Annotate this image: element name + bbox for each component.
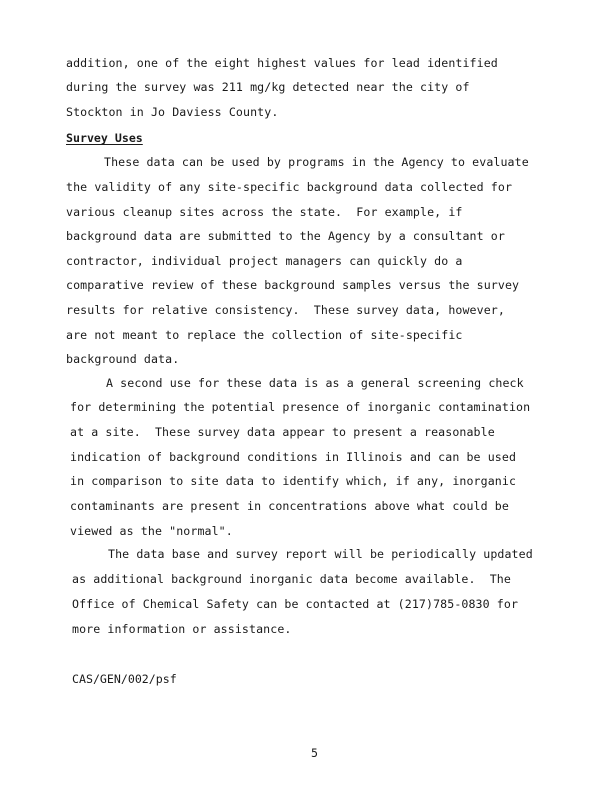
paragraph-1-line-2: the validity of any site-specific background data collected for xyxy=(66,180,513,194)
paragraph-1-line-7: results for relative consistency. These survey data, however, xyxy=(66,303,505,317)
paragraph-1-line-5: contractor, individual project managers can quickly do a xyxy=(66,254,463,268)
section-heading-survey-uses: Survey Uses xyxy=(66,131,143,145)
paragraph-1-line-1: These data can be used by programs in the Agency to evaluate xyxy=(104,155,529,169)
paragraph-2-line-2: for determining the potential presence of inorganic contamination xyxy=(70,400,531,414)
paragraph-1-line-8: are not meant to replace the collection of site-specific xyxy=(66,328,463,342)
page-number: 5 xyxy=(311,746,318,760)
paragraph-2-line-7: viewed as the "normal". xyxy=(70,524,233,538)
paragraph-2-line-4: indication of background conditions in Illinois and can be used xyxy=(70,450,517,464)
document-reference: CAS/GEN/002/psf xyxy=(72,672,177,686)
paragraph-2-line-6: contaminants are present in concentrations above what could be xyxy=(70,499,509,513)
paragraph-3-line-2: as additional background inorganic data become available. The xyxy=(72,572,511,586)
paragraph-1-line-3: various cleanup sites across the state. For example, if xyxy=(66,205,463,219)
intro-line-1: addition, one of the eight highest values for lead identified xyxy=(66,56,498,70)
paragraph-2-line-5: in comparison to site data to identify which, if any, inorganic xyxy=(70,474,517,488)
intro-line-2: during the survey was 211 mg/kg detected near the city of xyxy=(66,80,470,94)
paragraph-3-line-4: more information or assistance. xyxy=(72,622,292,636)
paragraph-1-line-4: background data are submitted to the Agency by a consultant or xyxy=(66,229,505,243)
intro-line-3: Stockton in Jo Daviess County. xyxy=(66,105,279,119)
paragraph-2-line-3: at a site. These survey data appear to present a reasonable xyxy=(70,425,495,439)
paragraph-1-line-9: background data. xyxy=(66,352,180,366)
paragraph-2-line-1: A second use for these data is as a general screening check xyxy=(106,376,524,390)
paragraph-3-line-1: The data base and survey report will be periodically updated xyxy=(108,547,533,561)
paragraph-3-line-3: Office of Chemical Safety can be contacted at (217)785-0830 for xyxy=(72,597,519,611)
paragraph-1-line-6: comparative review of these background samples versus the survey xyxy=(66,278,520,292)
